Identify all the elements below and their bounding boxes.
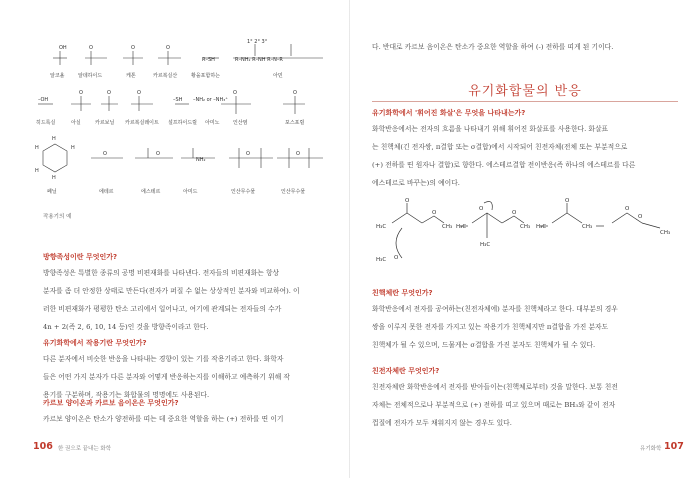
- continued-text: 다. 반대로 카르보 음이온은 탄소가 중요한 역할을 하여 (-) 전하를 띠게 된 기이다.: [372, 43, 614, 51]
- text-line: 화학반응에서는 전자의 흐름을 나타내기 위해 휘어진 화살표를 사용한다. 화살표: [372, 125, 609, 133]
- answer-aromaticity: [43, 264, 333, 336]
- text-line: 에스테르로 바꾸는)의 예이다.: [372, 179, 460, 187]
- svg-text:1° 2° 3°: 1° 2° 3°: [247, 39, 268, 45]
- reaction-label: CH₃: [442, 224, 453, 230]
- reaction-label: H₃C: [536, 224, 547, 230]
- fig-label: 카르복실레이트: [125, 120, 159, 126]
- text-line: 러한 비편재화가 평평한 탄소 고리에서 일어나고, 여기에 관계되는 전자들의 수가: [43, 305, 282, 313]
- section-rule: [372, 101, 678, 102]
- text-line: 는 친핵체(긴 전자쌍, π결합 또는 σ결합)에서 시작되어 친전자체(전체 또는 부분적으로: [372, 143, 628, 151]
- fig-label: 포스포릴: [285, 120, 305, 126]
- reaction-label: O: [565, 198, 570, 204]
- fig-label: 아미노: [205, 120, 220, 126]
- svg-text:H: H: [52, 136, 56, 142]
- reaction-label: H₃C: [376, 224, 387, 230]
- svg-text:H: H: [71, 145, 75, 151]
- svg-text:R–NH₂ R–NH R–N–R: R–NH₂ R–NH R–N–R: [235, 57, 283, 63]
- text-line: 친핵체가 될 수 있으며, 드물게는 σ결합을 가진 분자도 친핵체가 될 수 있다.: [372, 341, 596, 349]
- reaction-label: CH₃: [520, 224, 531, 230]
- answer-nucleophile: [372, 300, 682, 354]
- text-line: 친전자체란 화학반응에서 전자를 받아들이는(친핵체로부터) 것을 말한다. 보통 친전: [372, 383, 618, 391]
- text-line: 4n + 2(즉 2, 6, 10, 14 등)인 것을 방향족이라고 한다.: [43, 323, 209, 331]
- text-line: 자체는 전체적으로나 부분적으로 (+) 전하를 띠고 있으며 때로는 BH₃와 같이 전자: [372, 401, 616, 409]
- answer-curved-arrow: [372, 120, 680, 192]
- reaction-label: H₃C: [456, 224, 467, 230]
- functional-groups-figure: [33, 36, 329, 208]
- svg-text:O: O: [131, 45, 135, 51]
- svg-text:O: O: [156, 151, 160, 157]
- reaction-label: O: [394, 255, 399, 261]
- question-carbocation: 카르보 양이온과 카르보 음이온은 무엇인가?: [43, 399, 179, 407]
- answer-carbocation: [43, 410, 333, 428]
- reaction-label: O: [638, 214, 643, 220]
- svg-text:NH₂: NH₂: [196, 157, 206, 163]
- right-page: [350, 0, 700, 478]
- page-number: 106: [33, 441, 53, 452]
- svg-text:H: H: [35, 168, 39, 174]
- text-line: 카르보 양이온은 탄소가 양전하를 띠는 데 중요한 역할을 하는 (+) 전하를 띤 이기: [43, 415, 284, 423]
- svg-text:O: O: [107, 90, 111, 96]
- fig-label: 아실: [71, 120, 81, 126]
- svg-text:O: O: [296, 151, 300, 157]
- svg-text:OH: OH: [59, 45, 67, 51]
- svg-text:–OH: –OH: [38, 97, 49, 103]
- reaction-label: H₃C: [480, 242, 491, 248]
- svg-text:O: O: [233, 90, 237, 96]
- svg-text:R–SH: R–SH: [202, 57, 215, 63]
- reaction-mechanism-diagram: [372, 198, 682, 273]
- reaction-label: O: [625, 206, 630, 212]
- svg-text:H: H: [52, 175, 56, 181]
- text-line: 껍질에 전자가 모두 채워지지 않는 경우도 있다.: [372, 419, 512, 427]
- text-line: 쌍을 이루지 못한 전자를 가지고 있는 작용기가 친핵체지만 π결합을 가진 분자도: [372, 323, 609, 331]
- question-electrophile: 친전자체란 무엇인가?: [372, 367, 440, 375]
- question-functional-group: 유기화학에서 작용기란 무엇인가?: [43, 339, 147, 347]
- svg-text:O: O: [246, 151, 250, 157]
- question-nucleophile: 친핵체란 무엇인가?: [372, 289, 433, 297]
- fig-label: 에테르: [99, 189, 114, 195]
- answer-electrophile: [372, 378, 682, 432]
- svg-text:O: O: [79, 90, 83, 96]
- reaction-label: CH₃: [660, 230, 671, 236]
- answer-functional-group: [43, 350, 333, 404]
- question-curved-arrow: 유기화학에서 '휘어진 화살'은 무엇을 나타내는가?: [372, 109, 526, 117]
- fig-label: 케톤: [126, 73, 136, 79]
- fig-label: 설프하이드릴: [168, 120, 197, 126]
- svg-text:O: O: [89, 45, 93, 51]
- reaction-label: O: [512, 210, 517, 216]
- footer-title: 유기화학: [640, 446, 662, 452]
- page-number: 107: [664, 441, 684, 452]
- fig-label: 카르복실산: [153, 73, 178, 79]
- reaction-label: O: [432, 210, 437, 216]
- reaction-label: O: [405, 198, 410, 204]
- text-line: 용기를 구분하며, 작용기는 화합물의 명명에도 사용된다.: [43, 391, 210, 399]
- svg-text:H: H: [35, 145, 39, 151]
- fig-label: 페닐: [47, 189, 57, 195]
- svg-text:O: O: [293, 90, 297, 96]
- fig-label: 카르보닐: [95, 120, 115, 126]
- text-line: 화학반응에서 전자를 공여하는(친전자체에) 분자를 친핵체라고 한다. 대부분의 경우: [372, 305, 618, 313]
- fig-label: 알데하이드: [78, 73, 103, 79]
- reaction-label: CH₃: [582, 224, 593, 230]
- text-line: 방향족성은 특별한 종류의 공명 비편재화를 나타낸다. 전자들의 비편재화는 항상: [43, 269, 280, 277]
- svg-text:–NH₂ or –NH₃⁺: –NH₂ or –NH₃⁺: [193, 97, 228, 103]
- section-title: 유기화합물의 반응: [468, 84, 582, 99]
- reaction-label: O: [479, 206, 484, 212]
- text-line: (+) 전하를 띤 원자나 결합)로 향한다. 에스테르결합 전이반응(즉 하나의 에스테르를 다른: [372, 161, 636, 169]
- fig-label: 인산무수물: [281, 189, 306, 195]
- text-line: 들은 어떤 가지 분자가 다른 분자와 어떻게 반응하는지를 이해하고 예측하기 위해 작: [43, 373, 291, 381]
- text-line: 다른 분자에서 비슷한 반응을 나타내는 경향이 있는 기를 작용기라고 한다. 화학자: [43, 355, 284, 363]
- fig-label: 인산염: [233, 120, 248, 126]
- fig-label: 히드록실: [36, 120, 56, 126]
- fig-label: 아민: [273, 73, 283, 79]
- svg-text:–SH: –SH: [173, 97, 183, 103]
- text-line: 분자를 좀 더 안정한 상태로 만든다(전자가 퍼질 수 없는 상상적인 분자와 비교하여). 이: [43, 287, 300, 295]
- fig-label: 에스테르: [141, 189, 161, 195]
- fig-label: 인산무수물: [231, 189, 256, 195]
- figure-caption: 작용기의 예: [43, 214, 72, 220]
- svg-text:O: O: [103, 151, 107, 157]
- reaction-label: H₃C: [376, 257, 387, 263]
- fig-label: 알코올: [50, 73, 65, 79]
- fig-label: 황을포함하는: [191, 73, 220, 79]
- svg-text:O: O: [166, 45, 170, 51]
- svg-text:O: O: [137, 90, 141, 96]
- fig-label: 아미드: [183, 189, 198, 195]
- footer-title: 한 권으로 끝내는 화학: [58, 446, 112, 452]
- question-aromaticity: 방향족성이란 무엇인가?: [43, 253, 118, 261]
